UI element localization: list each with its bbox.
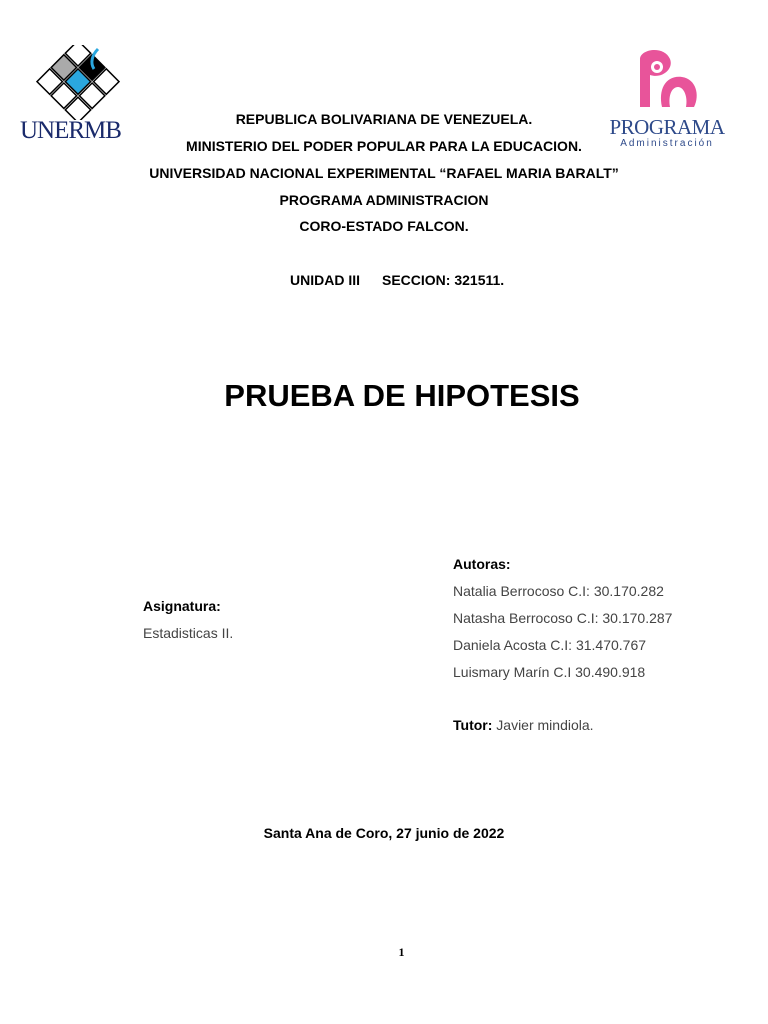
header-university: UNIVERSIDAD NACIONAL EXPERIMENTAL “RAFAEL MARIA BARALT”: [149, 165, 619, 181]
header-republic: REPUBLICA BOLIVARIANA DE VENEZUELA.: [235, 111, 533, 127]
header-location: CORO-ESTADO FALCON.: [299, 218, 469, 234]
programa-emblem-icon: [602, 45, 732, 115]
header-program: PROGRAMA ADMINISTRACION: [279, 192, 489, 208]
author-item: Daniela Acosta C.I: 31.470.767: [453, 637, 647, 653]
unermb-emblem-icon: [20, 45, 136, 120]
place-date: Santa Ana de Coro, 27 junio de 2022: [263, 825, 505, 841]
author-item: Luismary Marín C.I 30.490.918: [453, 664, 646, 680]
header-ministry: MINISTERIO DEL PODER POPULAR PARA LA EDUCACION.: [186, 138, 582, 154]
tutor-value: Javier mindiola.: [496, 717, 594, 733]
unermb-logo-text: UNERMB: [20, 117, 121, 144]
unermb-logo: [20, 45, 136, 150]
programa-logo-subtext: Administración: [620, 138, 714, 149]
author-item: Natalia Berrocoso C.I: 30.170.282: [453, 583, 664, 599]
asignatura-label: Asignatura:: [143, 598, 221, 614]
tutor-line: [453, 717, 594, 733]
section-label: SECCION: 321511.: [382, 272, 505, 288]
autoras-label: Autoras:: [453, 556, 511, 572]
tutor-label: Tutor:: [453, 717, 493, 733]
page-title: PRUEBA DE HIPOTESIS: [224, 378, 580, 413]
asignatura-value: Estadisticas II.: [143, 625, 234, 641]
programa-logo-text: PROGRAMA: [609, 115, 725, 139]
unit-label: UNIDAD III: [290, 272, 360, 288]
author-item: Natasha Berrocoso C.I: 30.170.287: [453, 610, 673, 626]
page-number: 1: [398, 945, 405, 959]
